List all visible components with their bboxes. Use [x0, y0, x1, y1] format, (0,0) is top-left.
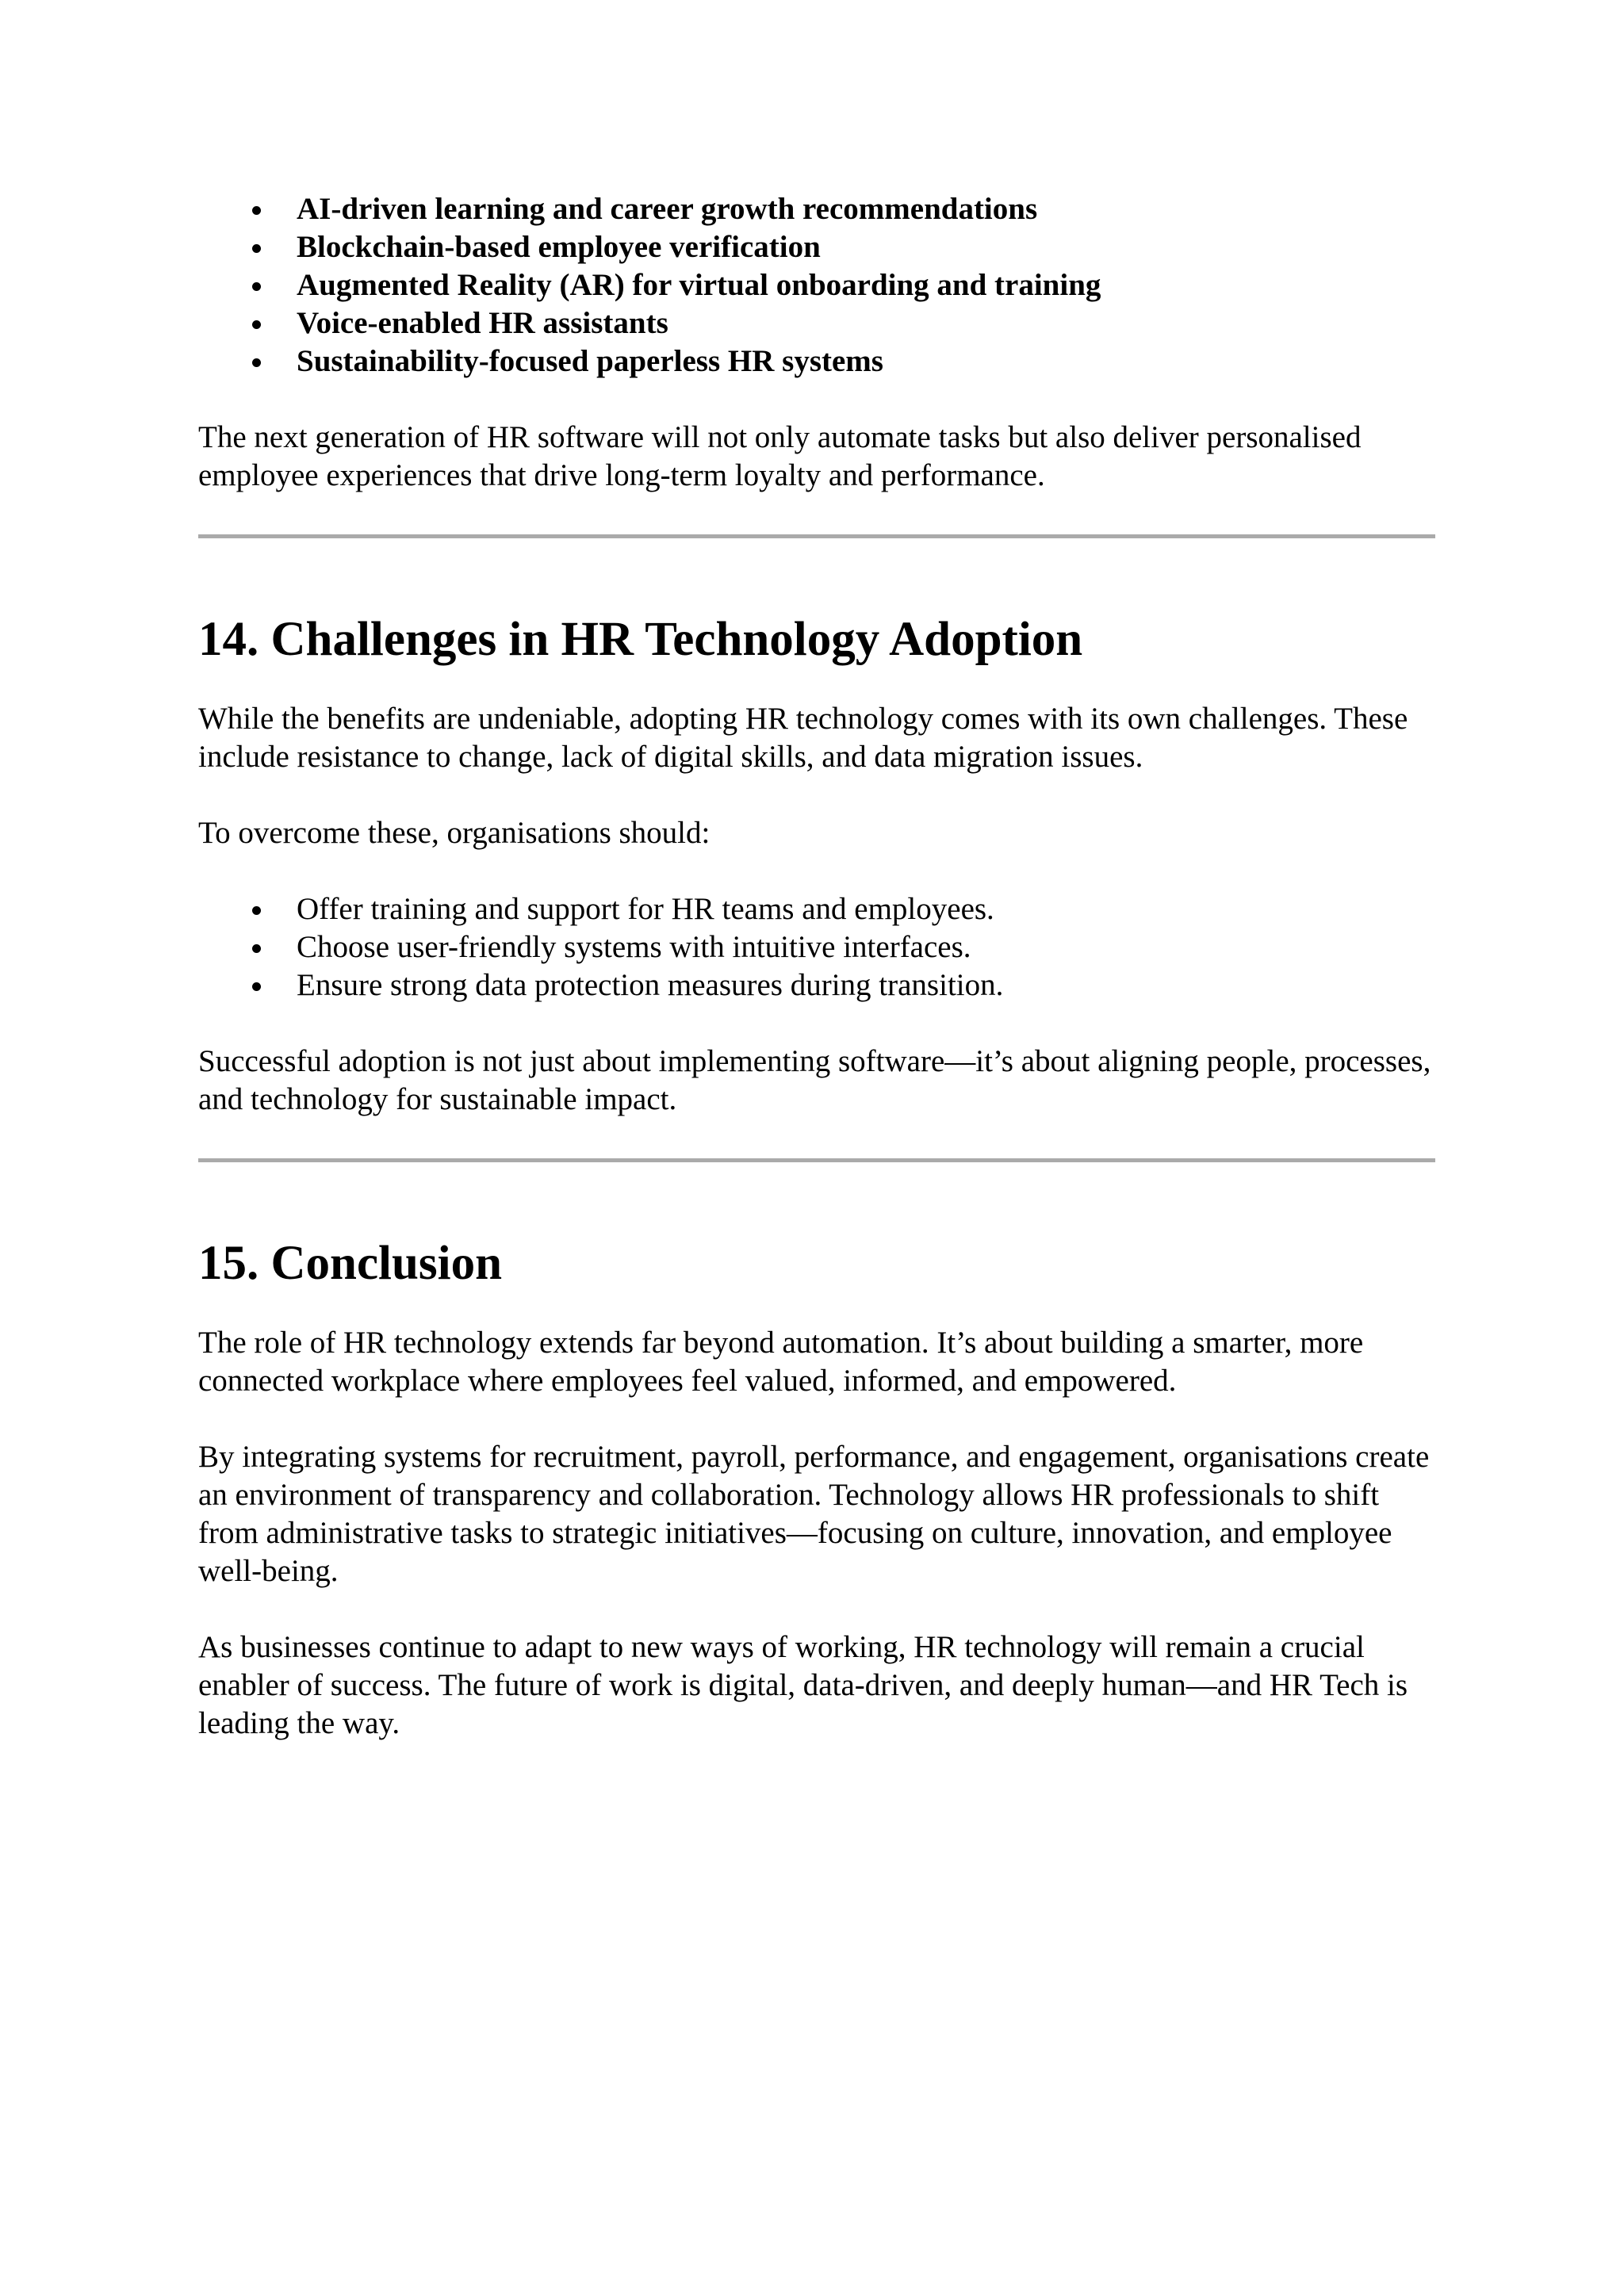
conclusion-paragraph: As businesses continue to adapt to new ways of working, HR technology will remain a crucial enabler of success. The future of work is digital, data-driven, and deeply human—and HR Tech is leading the way. [198, 1630, 1408, 1740]
bullet-icon [252, 944, 261, 953]
list-item-text: Ensure strong data protection measures during transition. [297, 968, 1004, 1002]
section-divider [198, 1158, 1435, 1162]
section-14-intro: While the benefits are undeniable, adopting HR technology comes with its own challenges. These include resistance to change, lack of digital skills, and data migration issues. [198, 702, 1408, 774]
bullet-icon [252, 282, 261, 291]
challenges-list [198, 890, 1435, 1004]
list-item [198, 190, 1435, 228]
section-divider [198, 534, 1435, 538]
list-item-text: Offer training and support for HR teams and employees. [297, 892, 994, 926]
bullet-icon [252, 906, 261, 915]
list-item-text: Choose user-friendly systems with intuitive interfaces. [297, 930, 971, 964]
document-page [198, 190, 1435, 1743]
bullet-icon [252, 358, 261, 367]
list-item [198, 266, 1435, 304]
list-item-text: Blockchain-based employee verification [297, 230, 821, 264]
list-item [198, 928, 1435, 966]
conclusion-paragraph: By integrating systems for recruitment, payroll, performance, and engagement, organisations create an environment of transparency and collaboration. Technology allows HR professionals to shift from administrative tasks to strategic initiatives—focusing on culture, innovation, and employee well-being. [198, 1440, 1430, 1588]
future-trends-list [198, 190, 1435, 381]
bullet-icon [252, 982, 261, 991]
bullet-icon [252, 206, 261, 215]
list-item [198, 342, 1435, 381]
list-item-text: Voice-enabled HR assistants [297, 306, 668, 340]
future-trends-closing: The next generation of HR software will not only automate tasks but also deliver personalised employee experiences that drive long-term loyalty and performance. [198, 420, 1362, 492]
list-item-text: AI-driven learning and career growth recommendations [297, 192, 1038, 226]
list-item [198, 304, 1435, 342]
conclusion-paragraph: The role of HR technology extends far beyond automation. It’s about building a smarter, more connected workplace where employees feel valued, informed, and empowered. [198, 1326, 1364, 1398]
bullet-icon [252, 320, 261, 329]
list-item [198, 228, 1435, 266]
list-item [198, 890, 1435, 928]
list-item-text: Augmented Reality (AR) for virtual onboarding and training [297, 268, 1101, 302]
list-item-text: Sustainability-focused paperless HR systems [297, 344, 883, 378]
section-14-closing: Successful adoption is not just about implementing software—it’s about aligning people, processes, and technology for sustainable impact. [198, 1044, 1431, 1116]
list-item [198, 966, 1435, 1004]
section-14-lead: To overcome these, organisations should: [198, 816, 710, 850]
section-15-heading: 15. Conclusion [198, 1237, 503, 1290]
section-14-heading: 14. Challenges in HR Technology Adoption [198, 613, 1083, 666]
bullet-icon [252, 244, 261, 253]
